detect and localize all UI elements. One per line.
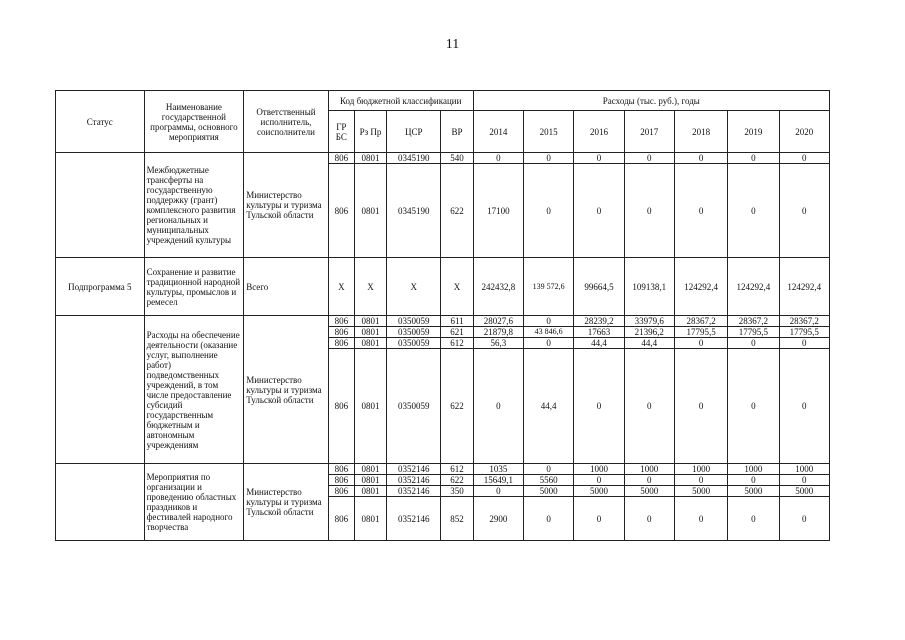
executor-cell: Министерство культуры и туризма Тульской области [244,464,329,541]
status-cell [56,316,145,464]
value-cell: 124292,4 [674,258,727,316]
value-cell: 0 [674,475,727,486]
rzpr-cell: 0801 [354,486,386,497]
value-cell: 28367,2 [779,316,829,327]
header-rzpr: Рз Пр [354,111,386,153]
value-cell: 0 [473,153,523,164]
value-cell: 17795,5 [728,327,779,338]
csr-cell: Х [387,258,441,316]
value-cell: 44,4 [624,338,674,349]
table-body [56,153,830,541]
vr-cell: 622 [441,164,473,258]
value-cell: 139 572,6 [523,258,573,316]
vr-cell: 621 [441,327,473,338]
rzpr-cell: 0801 [354,316,386,327]
value-cell: 5000 [523,486,573,497]
header-year: 2018 [674,111,727,153]
vr-cell: 350 [441,486,473,497]
value-cell: 15649,1 [473,475,523,486]
csr-cell: 0352146 [387,486,441,497]
header-year: 2016 [574,111,624,153]
value-cell: 1000 [624,464,674,475]
table-row [56,316,830,327]
header-year: 2014 [473,111,523,153]
grbs-cell: 806 [328,338,354,349]
value-cell: 0 [523,316,573,327]
rzpr-cell: 0801 [354,327,386,338]
table-row [56,153,830,164]
value-cell: 0 [523,497,573,541]
value-cell: 0 [523,164,573,258]
vr-cell: 540 [441,153,473,164]
grbs-cell: 806 [328,475,354,486]
rzpr-cell: 0801 [354,164,386,258]
value-cell: 0 [728,497,779,541]
value-cell: 1000 [574,464,624,475]
value-cell: 109138,1 [624,258,674,316]
value-cell: 0 [574,475,624,486]
value-cell: 5000 [574,486,624,497]
value-cell: 0 [728,349,779,464]
value-cell: 1000 [779,464,829,475]
grbs-cell: 806 [328,497,354,541]
value-cell: 0 [574,349,624,464]
value-cell: 1000 [728,464,779,475]
value-cell: 0 [574,164,624,258]
value-cell: 0 [674,164,727,258]
header-csr: ЦСР [387,111,441,153]
value-cell: 44,4 [574,338,624,349]
vr-cell: 852 [441,497,473,541]
value-cell: 124292,4 [779,258,829,316]
header-executor: Ответственный исполнитель, соисполнители [244,91,329,153]
header-grbs: ГР БС [328,111,354,153]
value-cell: 242432,8 [473,258,523,316]
csr-cell: 0350059 [387,316,441,327]
value-cell: 0 [779,338,829,349]
value-cell: 0 [779,475,829,486]
grbs-cell: 806 [328,349,354,464]
value-cell: 28239,2 [574,316,624,327]
value-cell: 5000 [674,486,727,497]
vr-cell: 611 [441,316,473,327]
header-year: 2017 [624,111,674,153]
value-cell: 0 [779,153,829,164]
value-cell: 43 846,6 [523,327,573,338]
rzpr-cell: 0801 [354,497,386,541]
rzpr-cell: Х [354,258,386,316]
csr-cell: 0352146 [387,497,441,541]
executor-cell: Министерство культуры и туризма Тульской области [244,316,329,464]
csr-cell: 0352146 [387,475,441,486]
value-cell: 0 [473,349,523,464]
budget-table [55,90,830,541]
table-row [56,464,830,475]
value-cell: 0 [674,338,727,349]
status-cell [56,153,145,258]
program-name-cell: Сохранение и развитие традиционной народной культуры, промыслов и ремесел [144,258,244,316]
value-cell: 0 [674,153,727,164]
grbs-cell: 806 [328,153,354,164]
value-cell: 0 [473,486,523,497]
value-cell: 28367,2 [674,316,727,327]
csr-cell: 0345190 [387,153,441,164]
csr-cell: 0345190 [387,164,441,258]
grbs-cell: 806 [328,486,354,497]
value-cell: 21879,8 [473,327,523,338]
rzpr-cell: 0801 [354,349,386,464]
value-cell: 5000 [728,486,779,497]
vr-cell: 612 [441,338,473,349]
value-cell: 124292,4 [728,258,779,316]
value-cell: 1000 [674,464,727,475]
value-cell: 5000 [779,486,829,497]
value-cell: 0 [523,153,573,164]
value-cell: 0 [728,153,779,164]
header-budget-code: Код бюджетной классификации [328,91,473,111]
csr-cell: 0350059 [387,338,441,349]
value-cell: 0 [674,349,727,464]
value-cell: 0 [574,153,624,164]
executor-cell: Министерство культуры и туризма Тульской области [244,153,329,258]
value-cell: 0 [779,164,829,258]
rzpr-cell: 0801 [354,464,386,475]
value-cell: 0 [523,338,573,349]
header-year: 2019 [728,111,779,153]
grbs-cell: Х [328,258,354,316]
csr-cell: 0350059 [387,349,441,464]
program-name-cell: Расходы на обеспечение деятельности (оказание услуг, выполнение работ) подведомственных учреждений, в том числе предоставление субсидий государственным бюджетным и автономным учреждениям [144,316,244,464]
value-cell: 0 [624,497,674,541]
value-cell: 0 [728,164,779,258]
value-cell: 5000 [624,486,674,497]
value-cell: 0 [523,464,573,475]
grbs-cell: 806 [328,316,354,327]
value-cell: 33979,6 [624,316,674,327]
value-cell: 0 [779,497,829,541]
csr-cell: 0350059 [387,327,441,338]
program-name-cell: Мероприятия по организации и проведению областных праздников и фестивалей народного творчества [144,464,244,541]
header-program-name: Наименование государственной программы, основного мероприятия [144,91,244,153]
rzpr-cell: 0801 [354,338,386,349]
executor-cell: Всего [244,258,329,316]
header-status: Статус [56,91,145,153]
value-cell: 5560 [523,475,573,486]
value-cell: 56,3 [473,338,523,349]
value-cell: 28367,2 [728,316,779,327]
header-year: 2015 [523,111,573,153]
value-cell: 2900 [473,497,523,541]
header-year: 2020 [779,111,829,153]
grbs-cell: 806 [328,464,354,475]
value-cell: 0 [779,349,829,464]
value-cell: 44,4 [523,349,573,464]
header-vr: ВР [441,111,473,153]
value-cell: 17795,5 [779,327,829,338]
value-cell: 0 [624,164,674,258]
vr-cell: Х [441,258,473,316]
value-cell: 0 [624,153,674,164]
page-number: 11 [445,37,460,52]
rzpr-cell: 0801 [354,475,386,486]
value-cell: 17663 [574,327,624,338]
status-cell: Подпрограмма 5 [56,258,145,316]
value-cell: 0 [674,497,727,541]
value-cell: 0 [574,497,624,541]
value-cell: 0 [624,475,674,486]
header-expenses: Расходы (тыс. руб.), годы [473,91,829,111]
rzpr-cell: 0801 [354,153,386,164]
vr-cell: 622 [441,349,473,464]
value-cell: 21396,2 [624,327,674,338]
table-row [56,258,830,316]
vr-cell: 612 [441,464,473,475]
grbs-cell: 806 [328,164,354,258]
value-cell: 0 [624,349,674,464]
value-cell: 99664,5 [574,258,624,316]
value-cell: 28027,6 [473,316,523,327]
value-cell: 0 [728,475,779,486]
vr-cell: 622 [441,475,473,486]
value-cell: 17795,5 [674,327,727,338]
grbs-cell: 806 [328,327,354,338]
value-cell: 0 [728,338,779,349]
program-name-cell: Межбюджетные трансферты на государственную поддержку (грант) комплексного развития региональных и муниципальных учреждений культуры [144,153,244,258]
value-cell: 1035 [473,464,523,475]
status-cell [56,464,145,541]
table-header [56,91,830,153]
value-cell: 17100 [473,164,523,258]
csr-cell: 0352146 [387,464,441,475]
